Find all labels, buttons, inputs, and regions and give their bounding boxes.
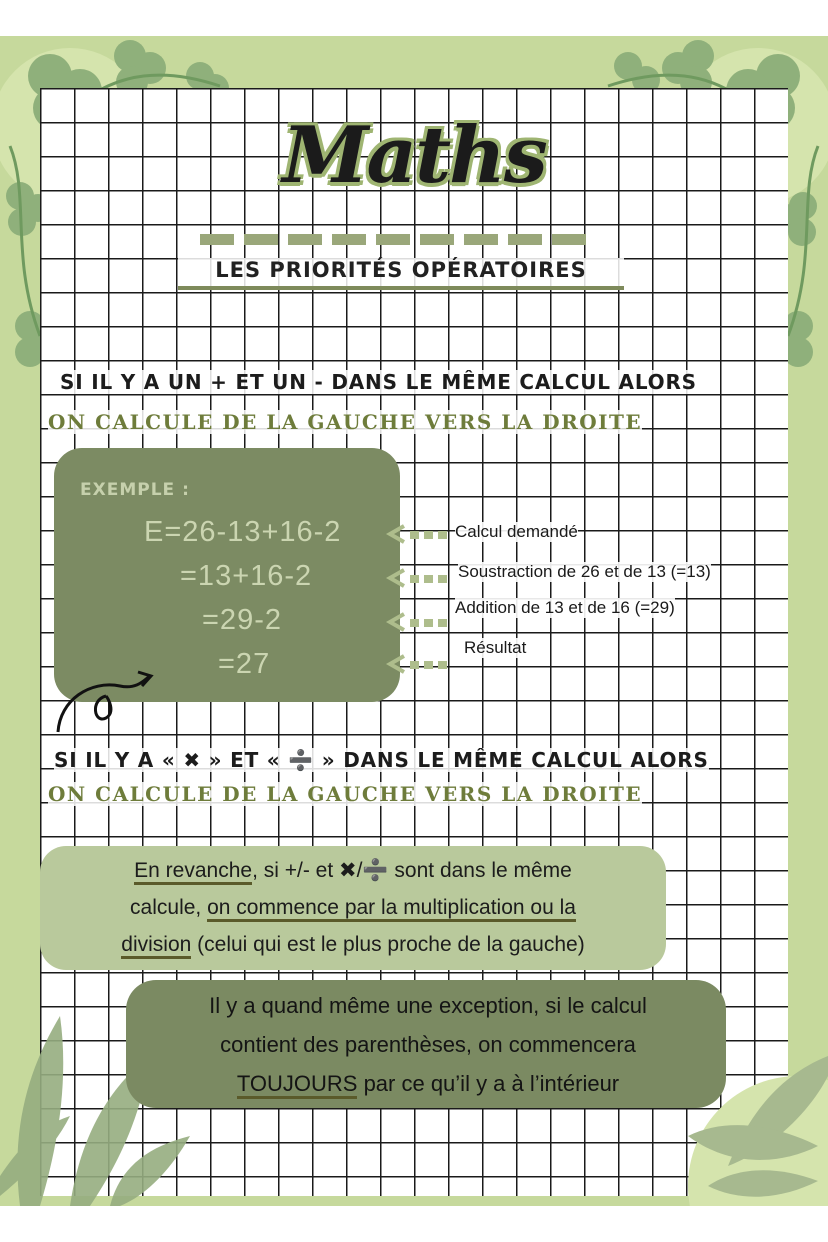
example-line-1: E=26-13+16-2 [144, 516, 342, 548]
rule2-line1: SI IL Y A « ✖ » ET « ➗ » DANS LE MÊME CALCUL ALORS [54, 748, 709, 772]
example-line-3: =29-2 [202, 604, 282, 636]
info-box-dark-text [132, 986, 724, 1103]
rule1-line1: SI IL Y A UN + ET UN - DANS LE MÊME CALCUL ALORS [60, 370, 697, 394]
highlight-en-revanche: En revanche [134, 859, 252, 885]
dotted-connector-4 [410, 661, 450, 669]
arrow-icon-4 [384, 652, 408, 676]
example-line-4: =27 [218, 648, 271, 680]
light-text-part-2: , si +/- et ✖/➗ sont dans le même [252, 859, 572, 882]
rule1-line2: ON CALCULE DE LA GAUCHE VERS LA DROITE [48, 410, 643, 434]
arrow-icon-1 [384, 522, 408, 546]
note-2: Soustraction de 26 et de 13 (=13) [458, 562, 711, 581]
note-4: Résultat [464, 638, 527, 657]
note-3: Addition de 13 et de 16 (=29) [455, 598, 675, 617]
dotted-connector-3 [410, 619, 450, 627]
page-title: Maths [282, 110, 546, 201]
note-1: Calcul demandé [455, 522, 578, 541]
light-text-part-3: calcule, [130, 896, 208, 919]
highlight-toujours: TOUJOURS [237, 1071, 358, 1099]
example-line-2: =13+16-2 [180, 560, 313, 592]
page-subtitle: LES PRIORITÉS OPÉRATOIRES [178, 258, 624, 290]
dark-text-line-3: par ce qu’il y a à l’intérieur [357, 1071, 620, 1096]
curly-arrow-icon [50, 670, 160, 740]
title-dash-divider [200, 234, 592, 245]
highlight-division: division [121, 933, 191, 959]
dark-text-line-1: Il y a quand même une exception, si le calcul [209, 993, 647, 1018]
dark-text-line-2: contient des parenthèses, on commencera [220, 1032, 636, 1057]
example-label: EXEMPLE : [80, 480, 190, 500]
dotted-connector-1 [410, 531, 452, 539]
info-box-light-text [44, 852, 662, 963]
light-text-part-6: (celui qui est le plus proche de la gauche) [191, 933, 585, 956]
rule2-line2: ON CALCULE DE LA GAUCHE VERS LA DROITE [48, 782, 643, 806]
dotted-connector-2 [410, 575, 452, 583]
arrow-icon-2 [384, 566, 408, 590]
highlight-multiplication: on commence par la multiplication ou la [207, 896, 576, 922]
arrow-icon-3 [384, 610, 408, 634]
